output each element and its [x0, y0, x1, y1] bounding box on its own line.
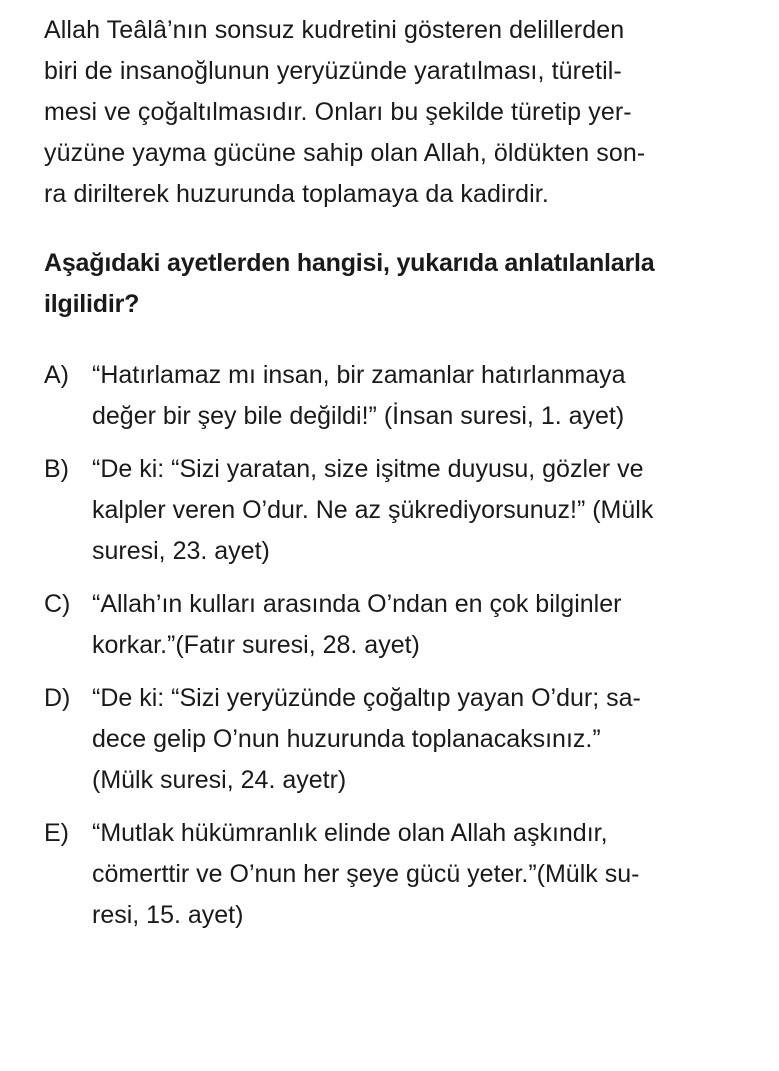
- option-text-line: “De ki: “Sizi yeryüzünde çoğaltıp yayan O’dur; sa-: [92, 684, 641, 712]
- option-text-line: “De ki: “Sizi yaratan, size işitme duyusu, gözler ve: [92, 455, 644, 483]
- passage-line: ra dirilterek huzurunda toplamaya da kadirdir.: [44, 180, 549, 208]
- option-a[interactable]: [44, 355, 744, 437]
- option-text-line: dece gelip O’nun huzurunda toplanacaksınız.”: [92, 725, 601, 753]
- option-text-line: “Mutlak hükümranlık elinde olan Allah aşkındır,: [92, 819, 608, 847]
- passage-line: Allah Teâlâ’nın sonsuz kudretini gösteren delillerden: [44, 16, 625, 44]
- option-c[interactable]: [44, 584, 744, 666]
- question-prompt: [44, 243, 744, 325]
- option-d[interactable]: [44, 678, 744, 801]
- question-page: [44, 10, 744, 948]
- passage-line: yüzüne yayma gücüne sahip olan Allah, öldükten son-: [44, 139, 646, 167]
- passage-line: mesi ve çoğaltılmasıdır. Onları bu şekilde türetip yer-: [44, 98, 632, 126]
- option-text-line: “Allah’ın kulları arasında O’ndan en çok bilginler: [92, 590, 622, 618]
- option-text-line: (Mülk suresi, 24. ayetr): [92, 766, 347, 794]
- option-text-line: cömerttir ve O’nun her şeye gücü yeter.”(Mülk su-: [92, 860, 640, 888]
- option-letter: B): [44, 455, 69, 483]
- option-letter: E): [44, 819, 69, 847]
- option-text-line: “Hatırlamaz mı insan, bir zamanlar hatırlanmaya: [92, 361, 626, 389]
- passage-text: [44, 10, 744, 215]
- option-text-line: değer bir şey bile değildi!” (İnsan suresi, 1. ayet): [92, 402, 625, 430]
- option-e[interactable]: [44, 813, 744, 936]
- option-letter: D): [44, 684, 71, 712]
- option-b[interactable]: [44, 449, 744, 572]
- passage-line: biri de insanoğlunun yeryüzünde yaratılması, türetil-: [44, 57, 622, 85]
- option-letter: A): [44, 361, 69, 389]
- answer-options: [44, 355, 744, 936]
- question-line: Aşağıdaki ayetlerden hangisi, yukarıda anlatılanlarla: [44, 249, 655, 277]
- option-text-line: resi, 15. ayet): [92, 901, 244, 929]
- option-letter: C): [44, 590, 71, 618]
- option-text-line: suresi, 23. ayet): [92, 537, 270, 565]
- question-line: ilgilidir?: [44, 290, 140, 318]
- option-text-line: kalpler veren O’dur. Ne az şükrediyorsunuz!” (Mülk: [92, 496, 654, 524]
- option-text-line: korkar.”(Fatır suresi, 28. ayet): [92, 631, 420, 659]
